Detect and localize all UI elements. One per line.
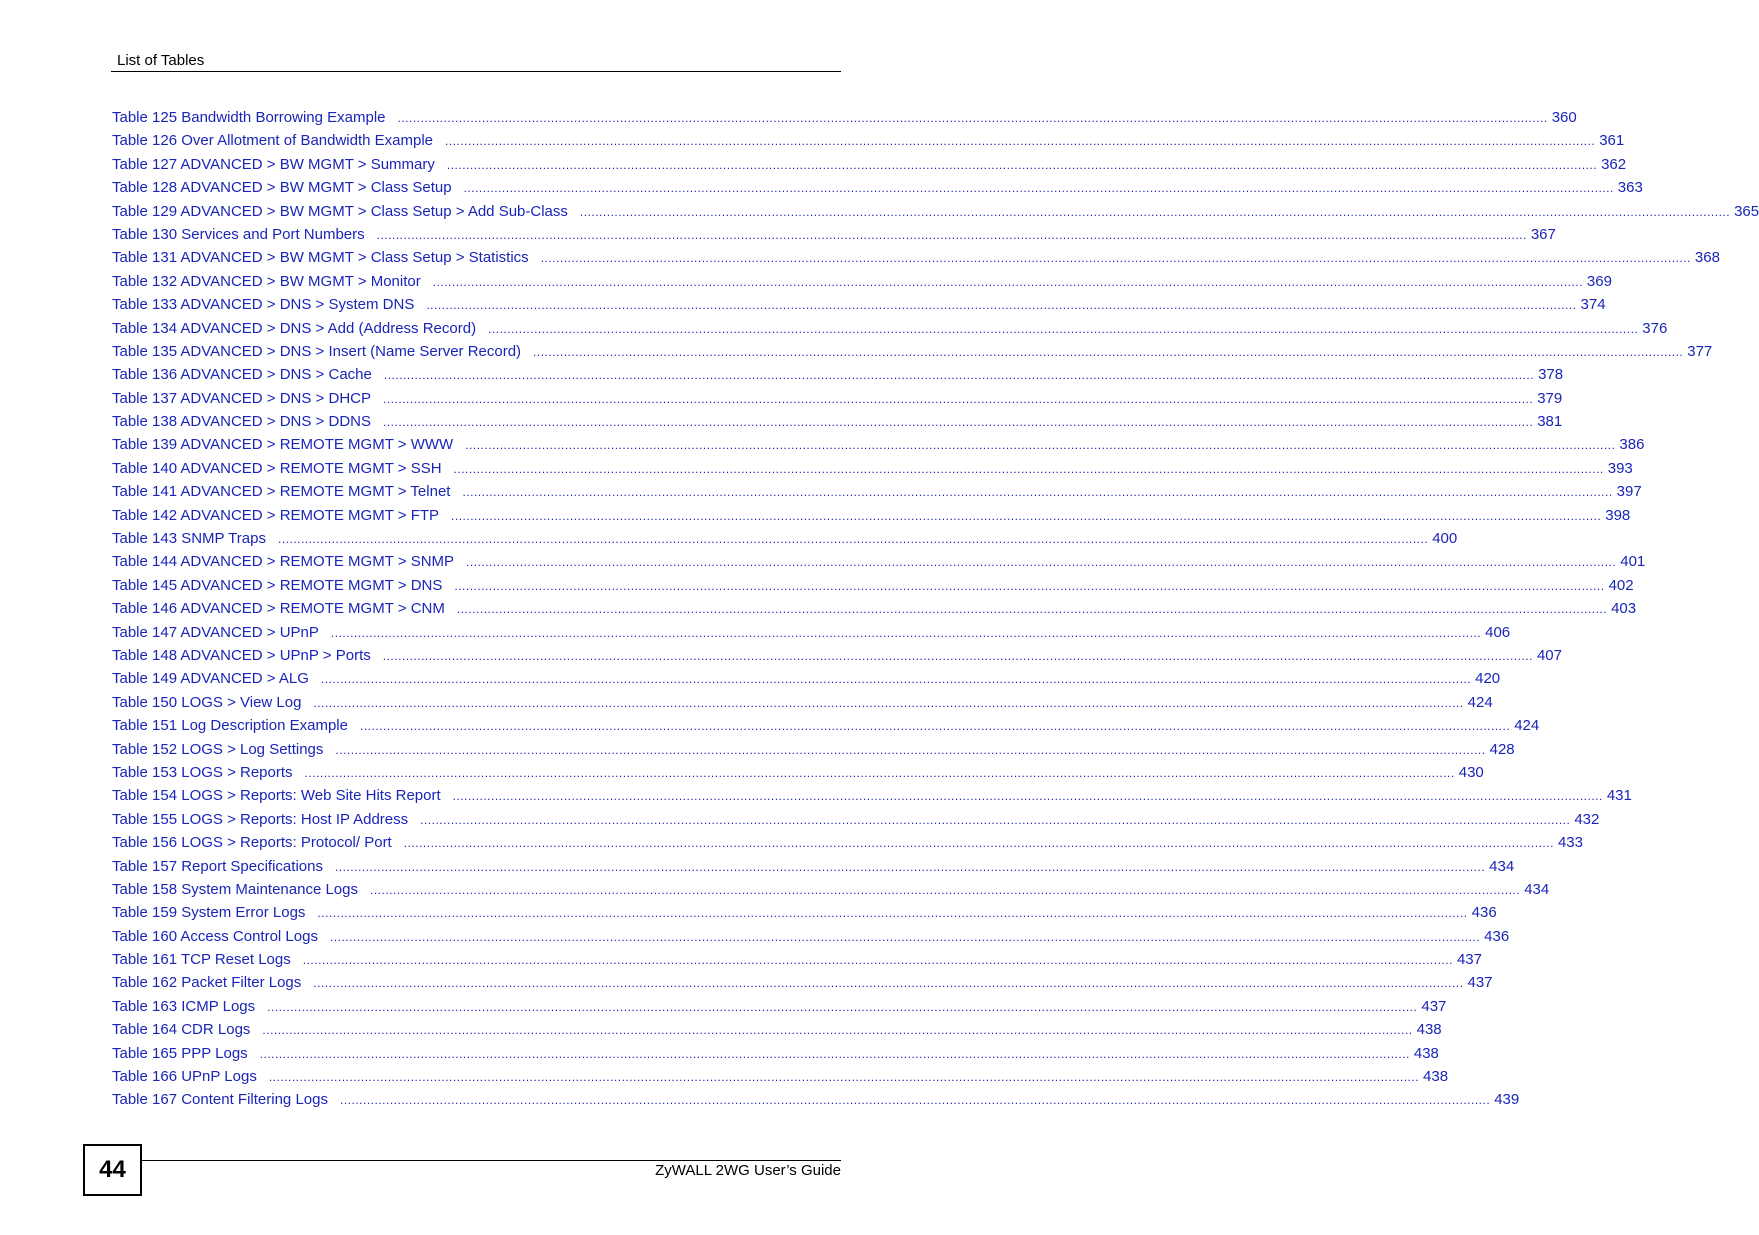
toc-entry[interactable] [112, 667, 1501, 690]
toc-entry-page[interactable]: 378 [1538, 366, 1564, 384]
dot-leader: ............................................................................................................................................................................................................................................................................................................ [313, 976, 1464, 991]
toc-entry-title[interactable]: Table 144 ADVANCED > REMOTE MGMT > SNMP [112, 553, 455, 571]
table-list [112, 106, 1759, 1112]
toc-entry-page[interactable]: 433 [1557, 834, 1583, 852]
toc-entry-title[interactable]: Table 139 ADVANCED > REMOTE MGMT > WWW [112, 436, 454, 454]
toc-entry-title[interactable]: Table 131 ADVANCED > BW MGMT > Class Setup > Statistics [112, 249, 529, 267]
toc-entry-title[interactable]: Table 157 Report Specifications [112, 857, 323, 875]
toc-entry[interactable] [112, 410, 1563, 433]
toc-entry-page[interactable]: 381 [1537, 413, 1563, 431]
dot-leader: ............................................................................................................................................................................................................................................................................................................ [456, 602, 1608, 617]
toc-entry[interactable] [112, 457, 1633, 480]
toc-entry[interactable] [112, 200, 1759, 223]
toc-entry[interactable] [112, 784, 1632, 807]
toc-entry-title[interactable]: Table 125 Bandwidth Borrowing Example [112, 109, 386, 126]
running-header: List of Tables [117, 52, 205, 69]
toc-entry-page[interactable]: 403 [1611, 600, 1637, 618]
toc-entry[interactable] [112, 550, 1646, 573]
toc-entry[interactable] [112, 1088, 1520, 1111]
toc-entry[interactable] [112, 527, 1458, 550]
toc-entry-page[interactable]: 377 [1687, 342, 1713, 360]
dot-leader: ............................................................................................................................................................................................................................................................................................................ [302, 953, 1453, 968]
toc-entry-page[interactable]: 434 [1524, 880, 1550, 898]
toc-entry-title[interactable]: Table 159 System Error Logs [112, 904, 306, 922]
dot-leader: ............................................................................................................................................................................................................................................................................................................ [277, 532, 1429, 547]
dot-leader: ............................................................................................................................................................................................................................................................................................................ [451, 508, 1602, 523]
toc-entry-page[interactable]: 424 [1467, 693, 1493, 711]
dot-leader: ............................................................................................................................................................................................................................................................................................................ [466, 555, 1617, 570]
footer-divider [140, 1160, 841, 1161]
toc-entry-page[interactable]: 437 [1421, 997, 1447, 1015]
dot-leader: ............................................................................................................................................................................................................................................................................................................ [453, 461, 1604, 476]
toc-entry[interactable] [112, 387, 1563, 410]
toc-entry-page[interactable]: 428 [1489, 740, 1515, 758]
dot-leader: ............................................................................................................................................................................................................................................................................................................ [579, 204, 1731, 219]
toc-entry-page[interactable]: 401 [1620, 553, 1646, 571]
toc-entry[interactable] [112, 714, 1540, 737]
toc-entry-title[interactable]: Table 161 TCP Reset Logs [112, 951, 291, 969]
toc-entry[interactable] [112, 644, 1562, 667]
toc-entry[interactable] [112, 738, 1515, 761]
dot-leader: ............................................................................................................................................................................................................................................................................................................ [335, 742, 1486, 757]
toc-entry-page[interactable]: 438 [1413, 1044, 1439, 1062]
toc-entry[interactable] [112, 246, 1720, 269]
toc-entry[interactable] [112, 878, 1550, 901]
toc-entry-page[interactable]: 360 [1551, 109, 1577, 126]
dot-leader: ............................................................................................................................................................................................................................................................................................................ [533, 344, 1684, 359]
toc-entry-page[interactable]: 386 [1619, 436, 1645, 454]
toc-entry[interactable] [112, 317, 1668, 340]
toc-entry[interactable] [112, 855, 1515, 878]
toc-entry-page[interactable]: 436 [1471, 904, 1497, 922]
toc-entry[interactable] [112, 270, 1612, 293]
toc-entry-title[interactable]: Table 167 Content Filtering Logs [112, 1091, 328, 1109]
toc-entry[interactable] [112, 153, 1627, 176]
toc-entry-title[interactable]: Table 151 Log Description Example [112, 717, 348, 735]
toc-entry-title[interactable]: Table 166 UPnP Logs [112, 1068, 257, 1086]
toc-entry-title[interactable]: Table 150 LOGS > View Log [112, 693, 302, 711]
toc-entry[interactable] [112, 106, 1577, 129]
toc-entry-title[interactable]: Table 137 ADVANCED > DNS > DHCP [112, 389, 371, 407]
toc-entry-page[interactable]: 369 [1586, 272, 1612, 290]
toc-entry-page[interactable]: 368 [1694, 249, 1720, 267]
dot-leader: ............................................................................................................................................................................................................................................................................................................ [420, 812, 1571, 827]
dot-leader: ............................................................................................................................................................................................................................................................................................................ [359, 719, 1511, 734]
toc-entry[interactable] [112, 971, 1493, 994]
toc-entry-page[interactable]: 424 [1514, 717, 1540, 735]
toc-entry-title[interactable]: Table 147 ADVANCED > UPnP [112, 623, 319, 641]
toc-entry[interactable] [112, 480, 1642, 503]
toc-entry-title[interactable]: Table 145 ADVANCED > REMOTE MGMT > DNS [112, 576, 443, 594]
toc-entry[interactable] [112, 1065, 1449, 1088]
dot-leader: ............................................................................................................................................................................................................................................................................................................ [382, 648, 1533, 663]
toc-entry-page[interactable]: 406 [1485, 623, 1511, 641]
dot-leader: ............................................................................................................................................................................................................................................................................................................ [313, 695, 1464, 710]
toc-entry[interactable] [112, 1018, 1442, 1041]
dot-leader: ............................................................................................................................................................................................................................................................................................................ [268, 1070, 1420, 1085]
toc-entry-page[interactable]: 436 [1484, 927, 1510, 945]
toc-entry-title[interactable]: Table 126 Over Allotment of Bandwidth Example [112, 132, 434, 150]
toc-entry[interactable] [112, 901, 1497, 924]
toc-entry[interactable] [112, 433, 1645, 456]
dot-leader: ............................................................................................................................................................................................................................................................................................................ [445, 134, 1596, 149]
toc-entry-title[interactable]: Table 130 Services and Port Numbers [112, 225, 365, 243]
toc-entry-page[interactable]: 437 [1456, 951, 1482, 969]
toc-entry-title[interactable]: Table 162 Packet Filter Logs [112, 974, 302, 992]
toc-entry[interactable] [112, 995, 1447, 1018]
toc-entry[interactable] [112, 340, 1713, 363]
toc-entry-title[interactable]: Table 156 LOGS > Reports: Protocol/ Port [112, 834, 392, 852]
toc-entry-page[interactable]: 363 [1617, 179, 1643, 197]
toc-entry-page[interactable]: 430 [1458, 763, 1484, 781]
dot-leader: ............................................................................................................................................................................................................................................................................................................ [488, 321, 1639, 336]
dot-leader: ............................................................................................................................................................................................................................................................................................................ [446, 157, 1598, 172]
toc-entry-title[interactable]: Table 146 ADVANCED > REMOTE MGMT > CNM [112, 600, 445, 618]
dot-leader: ............................................................................................................................................................................................................................................................................................................ [383, 368, 1535, 383]
dot-leader: ............................................................................................................................................................................................................................................................................................................ [463, 181, 1614, 196]
toc-entry-page[interactable]: 438 [1416, 1021, 1442, 1039]
toc-entry[interactable] [112, 363, 1564, 386]
toc-entry-page[interactable]: 361 [1599, 132, 1625, 150]
toc-entry-title[interactable]: Table 129 ADVANCED > BW MGMT > Class Setup > Add Sub-Class [112, 202, 568, 220]
toc-entry-title[interactable]: Table 141 ADVANCED > REMOTE MGMT > Telnet [112, 483, 451, 501]
toc-entry[interactable] [112, 223, 1556, 246]
dot-leader: ............................................................................................................................................................................................................................................................................................................ [259, 1046, 1410, 1061]
toc-entry-page[interactable]: 407 [1536, 646, 1562, 664]
toc-entry[interactable] [112, 831, 1583, 854]
toc-entry-page[interactable]: 374 [1580, 296, 1606, 314]
dot-leader: ............................................................................................................................................................................................................................................................................................................ [320, 672, 1472, 687]
toc-entry-title[interactable]: Table 158 System Maintenance Logs [112, 880, 358, 898]
dot-leader: ............................................................................................................................................................................................................................................................................................................ [262, 1023, 1413, 1038]
dot-leader: ............................................................................................................................................................................................................................................................................................................ [540, 251, 1691, 266]
toc-entry-page[interactable]: 398 [1605, 506, 1631, 524]
dot-leader: ............................................................................................................................................................................................................................................................................................................ [339, 1093, 1491, 1108]
toc-entry-title[interactable]: Table 133 ADVANCED > DNS > System DNS [112, 296, 415, 314]
dot-leader: ............................................................................................................................................................................................................................................................................................................ [376, 227, 1527, 242]
toc-entry-title[interactable]: Table 155 LOGS > Reports: Host IP Address [112, 810, 409, 828]
dot-leader: ............................................................................................................................................................................................................................................................................................................ [465, 438, 1616, 453]
dot-leader: ............................................................................................................................................................................................................................................................................................................ [452, 789, 1603, 804]
toc-entry[interactable] [112, 574, 1634, 597]
toc-entry-page[interactable]: 420 [1475, 670, 1501, 688]
toc-entry-page[interactable]: 439 [1494, 1091, 1520, 1109]
toc-entry-title[interactable]: Table 160 Access Control Logs [112, 927, 318, 945]
toc-entry-title[interactable]: Table 143 SNMP Traps [112, 530, 266, 548]
page-number: 44 [83, 1144, 142, 1196]
toc-entry[interactable] [112, 504, 1631, 527]
toc-entry-title[interactable]: Table 164 CDR Logs [112, 1021, 251, 1039]
toc-entry-title[interactable]: Table 152 LOGS > Log Settings [112, 740, 324, 758]
dot-leader: ............................................................................................................................................................................................................................................................................................................ [432, 274, 1583, 289]
dot-leader: ............................................................................................................................................................................................................................................................................................................ [317, 906, 1468, 921]
toc-entry-title[interactable]: Table 132 ADVANCED > BW MGMT > Monitor [112, 272, 421, 290]
toc-entry[interactable] [112, 948, 1482, 971]
toc-entry-title[interactable]: Table 163 ICMP Logs [112, 997, 256, 1015]
toc-entry-page[interactable]: 402 [1608, 576, 1634, 594]
toc-entry-page[interactable]: 438 [1423, 1068, 1449, 1086]
dot-leader: ............................................................................................................................................................................................................................................................................................................ [329, 929, 1481, 944]
toc-entry[interactable] [112, 808, 1600, 831]
toc-entry-title[interactable]: Table 153 LOGS > Reports [112, 763, 293, 781]
toc-entry[interactable] [112, 176, 1643, 199]
dot-leader: ............................................................................................................................................................................................................................................................................................................ [426, 298, 1577, 313]
dot-leader: ............................................................................................................................................................................................................................................................................................................ [304, 765, 1455, 780]
dot-leader: ............................................................................................................................................................................................................................................................................................................ [403, 836, 1554, 851]
toc-entry-title[interactable]: Table 148 ADVANCED > UPnP > Ports [112, 646, 371, 664]
toc-entry-title[interactable]: Table 135 ADVANCED > DNS > Insert (Name Server Record) [112, 342, 522, 360]
toc-entry-title[interactable]: Table 142 ADVANCED > REMOTE MGMT > FTP [112, 506, 440, 524]
toc-entry-page[interactable]: 362 [1601, 155, 1627, 173]
toc-entry-title[interactable]: Table 165 PPP Logs [112, 1044, 248, 1062]
dot-leader: ............................................................................................................................................................................................................................................................................................................ [383, 391, 1534, 406]
toc-entry-page[interactable]: 379 [1537, 389, 1563, 407]
toc-entry[interactable] [112, 597, 1637, 620]
toc-entry-title[interactable]: Table 136 ADVANCED > DNS > Cache [112, 366, 372, 384]
toc-entry[interactable] [112, 621, 1511, 644]
toc-entry-title[interactable]: Table 128 ADVANCED > BW MGMT > Class Setup [112, 179, 452, 197]
toc-entry-title[interactable]: Table 138 ADVANCED > DNS > DDNS [112, 413, 371, 431]
dot-leader: ............................................................................................................................................................................................................................................................................................................ [369, 882, 1521, 897]
dot-leader: ............................................................................................................................................................................................................................................................................................................ [462, 485, 1613, 500]
header-divider [111, 71, 841, 72]
toc-entry-page[interactable]: 434 [1489, 857, 1515, 875]
toc-entry[interactable] [112, 925, 1510, 948]
dot-leader: ............................................................................................................................................................................................................................................................................................................ [454, 578, 1605, 593]
toc-entry-page[interactable]: 376 [1642, 319, 1668, 337]
toc-entry[interactable] [112, 691, 1493, 714]
toc-entry-title[interactable]: Table 127 ADVANCED > BW MGMT > Summary [112, 155, 435, 173]
toc-entry[interactable] [112, 129, 1625, 152]
dot-leader: ............................................................................................................................................................................................................................................................................................................ [383, 415, 1534, 430]
dot-leader: ............................................................................................................................................................................................................................................................................................................ [334, 859, 1486, 874]
toc-entry-page[interactable]: 365 [1734, 202, 1759, 220]
dot-leader: ............................................................................................................................................................................................................................................................................................................ [330, 625, 1482, 640]
toc-entry-page[interactable]: 432 [1574, 810, 1600, 828]
toc-entry-title[interactable]: Table 154 LOGS > Reports: Web Site Hits Report [112, 787, 441, 805]
toc-entry-page[interactable]: 431 [1606, 787, 1632, 805]
toc-entry[interactable] [112, 1042, 1439, 1065]
guide-title: ZyWALL 2WG User’s Guide [655, 1162, 841, 1179]
toc-entry-title[interactable]: Table 149 ADVANCED > ALG [112, 670, 309, 688]
toc-entry-page[interactable]: 397 [1616, 483, 1642, 501]
toc-entry-page[interactable]: 437 [1467, 974, 1493, 992]
dot-leader: ............................................................................................................................................................................................................................................................................................................ [267, 999, 1418, 1014]
toc-entry[interactable] [112, 761, 1484, 784]
toc-entry-title[interactable]: Table 134 ADVANCED > DNS > Add (Address Record) [112, 319, 477, 337]
toc-entry-page[interactable]: 393 [1607, 459, 1633, 477]
toc-entry-page[interactable]: 367 [1530, 225, 1556, 243]
toc-entry[interactable] [112, 293, 1606, 316]
toc-entry-page[interactable]: 400 [1432, 530, 1458, 548]
dot-leader: ............................................................................................................................................................................................................................................................................................................ [397, 111, 1548, 125]
toc-entry-title[interactable]: Table 140 ADVANCED > REMOTE MGMT > SSH [112, 459, 442, 477]
